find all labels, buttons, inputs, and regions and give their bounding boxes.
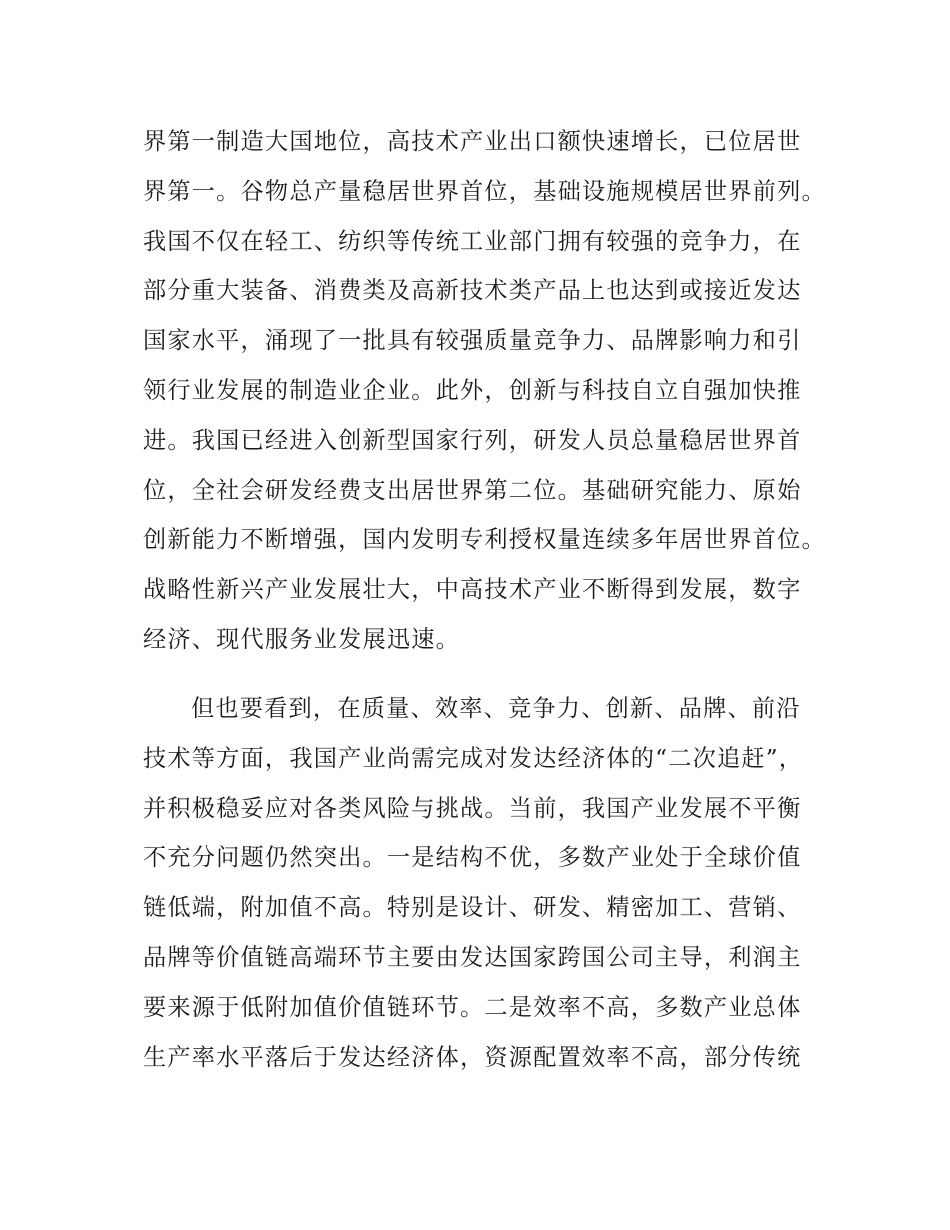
text-line: 不充分问题仍然突出。一是结构不优，多数产业处于全球价值 (143, 844, 802, 872)
text-line: 要来源于低附加值价值链环节。二是效率不高，多数产业总体 (143, 993, 802, 1021)
text-line: 创新能力不断增强，国内发明专利授权量连续多年居世界首位。 (143, 526, 826, 554)
text-line: 链低端，附加值不高。特别是设计、研发、精密加工、营销、 (143, 894, 802, 922)
text-line: 并积极稳妥应对各类风险与挑战。当前，我国产业发展不平衡 (143, 794, 802, 822)
text-line-indented: 但也要看到，在质量、效率、竞争力、创新、品牌、前沿 (191, 695, 801, 722)
text-line: 经济、现代服务业发展迅速。 (143, 625, 461, 653)
text-line: 部分重大装备、消费类及高新技术类产品上也达到或接近发达 (143, 277, 802, 305)
text-line: 进。我国已经进入创新型国家行列，研发人员总量稳居世界首 (143, 426, 802, 454)
text-line: 界第一制造大国地位，高技术产业出口额快速增长，已位居世 (143, 128, 802, 155)
text-line: 国家水平，涌现了一批具有较强质量竞争力、品牌影响力和引 (143, 327, 802, 355)
paragraph-1 (143, 117, 826, 665)
paragraph-2 (143, 684, 811, 1082)
text-line: 生产率水平落后于发达经济体，资源配置效率不高，部分传统 (143, 1043, 802, 1071)
text-line: 领行业发展的制造业企业。此外，创新与科技自立自强加快推 (143, 376, 802, 404)
text-line: 技术等方面，我国产业尚需完成对发达经济体的“二次追赶”， (143, 744, 804, 772)
text-line: 界第一。谷物总产量稳居世界首位，基础设施规模居世界前列。 (143, 177, 826, 205)
text-line: 战略性新兴产业发展壮大，中高技术产业不断得到发展，数字 (143, 576, 802, 604)
text-line: 品牌等价值链高端环节主要由发达国家跨国公司主导，利润主 (143, 943, 802, 971)
text-line: 我国不仅在轻工、纺织等传统工业部门拥有较强的竞争力，在 (143, 227, 802, 255)
text-line: 位，全社会研发经费支出居世界第二位。基础研究能力、原始 (143, 476, 802, 504)
